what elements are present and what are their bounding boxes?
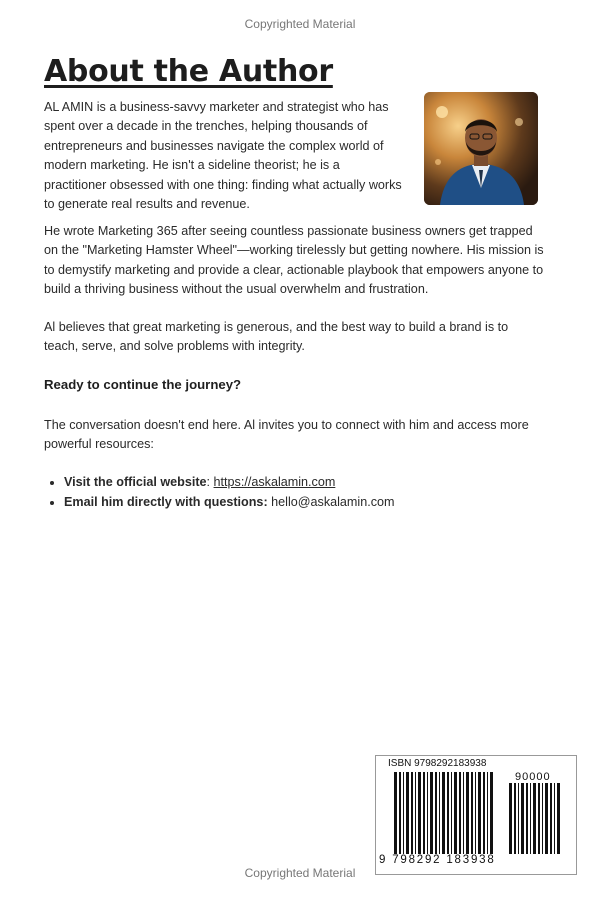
list-item-email xyxy=(64,492,544,512)
barcode-bar xyxy=(439,772,440,854)
barcode-bars-main xyxy=(394,772,494,854)
barcode-bar xyxy=(487,772,488,854)
isbn-label: ISBN 9798292183938 xyxy=(388,758,487,769)
barcode-bar xyxy=(399,772,401,854)
barcode-bar xyxy=(554,783,555,854)
barcode-bar xyxy=(418,772,421,854)
author-mission-paragraph: He wrote Marketing 365 after seeing countless passionate business owners get trapped on the "Marketing Hamster Wheel"—working tirelessly but getting nowhere. His mission is to demystify marketing and provide a clear, actionable playbook that empowers anyone to build a thriving business without the usual overwhelm and frustration. xyxy=(44,224,544,297)
page-title: About the Author xyxy=(44,54,333,89)
barcode-bar xyxy=(435,772,437,854)
barcode-bar xyxy=(518,783,519,854)
barcode-bar xyxy=(427,772,428,854)
barcode-bar xyxy=(471,772,473,854)
barcode-bar xyxy=(415,772,416,854)
barcode-bar xyxy=(466,772,469,854)
ean-digits: 9 798292 183938 xyxy=(379,854,496,866)
barcode-bar xyxy=(394,772,397,854)
barcode-bars-addon xyxy=(509,783,563,854)
barcode-bar xyxy=(530,783,531,854)
author-photo xyxy=(424,92,538,205)
author-portrait-graphic xyxy=(424,92,538,205)
watermark-top: Copyrighted Material xyxy=(244,17,356,31)
barcode-bar xyxy=(463,772,464,854)
barcode-bar xyxy=(526,783,528,854)
barcode-bar xyxy=(514,783,516,854)
connect-paragraph: The conversation doesn't end here. Al invites you to connect with him and access more powerful resources: xyxy=(44,418,529,452)
cta-heading: Ready to continue the journey? xyxy=(44,377,242,392)
barcode-bar xyxy=(475,772,476,854)
barcode-bar xyxy=(490,772,493,854)
resource-links-list xyxy=(44,472,544,512)
website-separator: : xyxy=(206,475,214,489)
barcode-bar xyxy=(542,783,543,854)
barcode-bar xyxy=(538,783,540,854)
barcode-bar xyxy=(447,772,449,854)
author-intro: AL AMIN is a business-savvy marketer and strategist who has spent over a decade in the trenches, helping thousands of entrepreneurs and businesses navigate the complex world of modern marketing. He isn't a sideline theorist; he is a practitioner obsessed with one thing: finding what actually works to generate real results and revenue. xyxy=(44,100,402,212)
barcode-bar xyxy=(430,772,433,854)
barcode-bar xyxy=(406,772,409,854)
barcode-bar xyxy=(483,772,485,854)
barcode-bar xyxy=(550,783,552,854)
barcode-bar xyxy=(411,772,413,854)
barcode-bar xyxy=(509,783,512,854)
barcode-bar xyxy=(557,783,560,854)
barcode-bar xyxy=(423,772,425,854)
email-address: hello@askalamin.com xyxy=(267,495,395,509)
watermark-bottom: Copyrighted Material xyxy=(244,866,356,880)
website-label: Visit the official website xyxy=(64,475,207,489)
barcode-bar xyxy=(403,772,404,854)
barcode-bar xyxy=(451,772,452,854)
barcode-bar xyxy=(454,772,457,854)
barcode-bar xyxy=(442,772,445,854)
website-link[interactable]: https://askalamin.com xyxy=(213,475,336,489)
email-label: Email him directly with questions: xyxy=(64,495,268,509)
barcode-bar xyxy=(545,783,548,854)
barcode-bar xyxy=(521,783,524,854)
barcode-bar xyxy=(533,783,536,854)
barcode-addon-number: 90000 xyxy=(515,771,551,783)
author-belief-paragraph: Al believes that great marketing is generous, and the best way to build a brand is to teach, serve, and solve problems with integrity. xyxy=(44,320,509,354)
isbn-barcode xyxy=(375,755,577,875)
barcode-bar xyxy=(478,772,481,854)
list-item-website xyxy=(64,472,544,492)
barcode-bar xyxy=(459,772,461,854)
